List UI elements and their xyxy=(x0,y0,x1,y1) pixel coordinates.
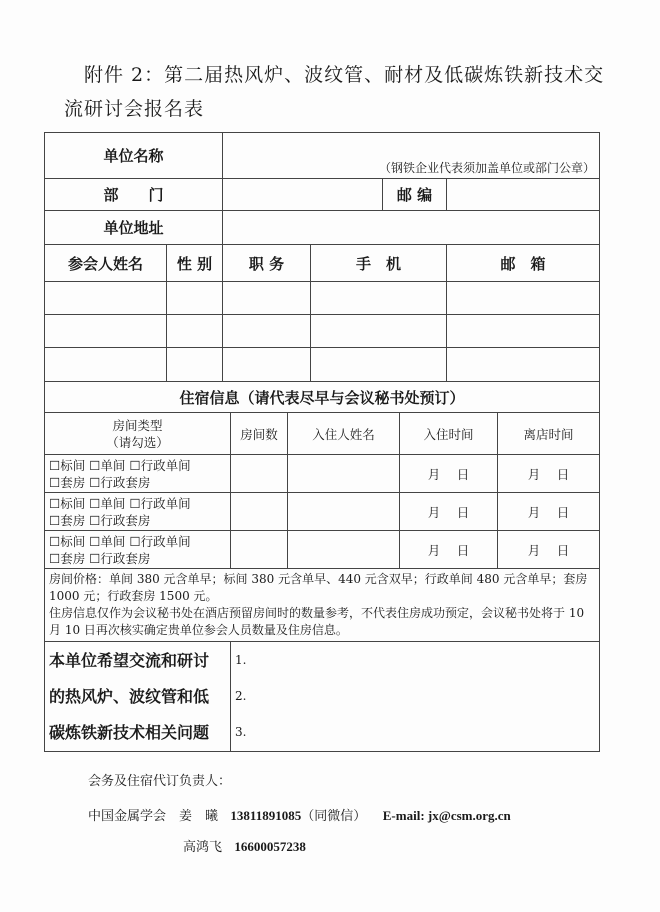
contact-name2: 高鸿飞 xyxy=(183,840,223,855)
header-phone: 手 机 xyxy=(311,245,447,282)
room-type-options[interactable]: ☐标间 ☐单间 ☐行政单间 ☐套房 ☐行政套房 xyxy=(45,455,231,493)
cell[interactable] xyxy=(447,315,600,348)
checkout-date[interactable]: 月 日 xyxy=(498,531,600,569)
cell[interactable] xyxy=(231,531,288,569)
attendee-row xyxy=(45,282,600,315)
checkin-date[interactable]: 月 日 xyxy=(400,531,498,569)
address-field[interactable] xyxy=(223,211,600,245)
contact-phone2: 16600057238 xyxy=(234,839,306,854)
info-note: 住房信息仅作为会议秘书处在酒店预留房间时的数量参考，不代表住房成功预定，会议秘书处将于 10 月 10 日再次核实确定贵单位参会人员数量及住房信息。 xyxy=(49,606,585,637)
cell[interactable] xyxy=(45,315,167,348)
checkout-header: 离店时间 xyxy=(498,413,600,455)
doc-title-line2: 流研讨会报名表 xyxy=(64,98,205,120)
cell[interactable] xyxy=(288,455,400,493)
topics-label: 本单位希望交流和研讨 的热风炉、波纹管和低 碳炼铁新技术相关问题 xyxy=(45,642,231,752)
header-email: 邮 箱 xyxy=(447,245,600,282)
wechat-note: （同微信） xyxy=(301,809,367,824)
cell[interactable] xyxy=(167,315,223,348)
checkin-date[interactable]: 月 日 xyxy=(400,455,498,493)
cell[interactable] xyxy=(288,531,400,569)
topics-field[interactable]: 1. 2. 3. xyxy=(231,642,600,752)
cell[interactable] xyxy=(311,282,447,315)
cell[interactable] xyxy=(231,455,288,493)
hotel-row xyxy=(45,455,600,493)
rooms-header: 房间数 xyxy=(231,413,288,455)
cell[interactable] xyxy=(167,282,223,315)
postcode-field[interactable] xyxy=(447,179,600,211)
cell[interactable] xyxy=(167,348,223,382)
cell[interactable] xyxy=(231,493,288,531)
cell[interactable] xyxy=(223,315,311,348)
dept-label: 部 门 xyxy=(45,179,223,211)
checkin-header: 入住时间 xyxy=(400,413,498,455)
guest-header: 入住人姓名 xyxy=(288,413,400,455)
header-gender: 性 别 xyxy=(167,245,223,282)
attendee-row xyxy=(45,348,600,382)
postcode-label: 邮 编 xyxy=(383,179,447,211)
unit-name-field[interactable]: （钢铁企业代表须加盖单位或部门公章） xyxy=(223,133,600,179)
hotel-table xyxy=(44,412,600,752)
contact-label: 会务及住宿代订负责人： xyxy=(88,774,232,789)
contact-email: E-mail: jx@csm.org.cn xyxy=(382,808,511,823)
registration-table xyxy=(44,132,600,413)
address-label: 单位地址 xyxy=(45,211,223,245)
checkout-date[interactable]: 月 日 xyxy=(498,455,600,493)
cell[interactable] xyxy=(311,315,447,348)
hotel-row xyxy=(45,531,600,569)
attendee-row xyxy=(45,315,600,348)
room-type-header: 房间类型 xyxy=(112,417,163,433)
price-note: 房间价格：单间 380 元含单早；标间 380 元含单早、440 元含双早；行政单间 480 元含单早；套房 1000 元；行政套房 1500 元。 xyxy=(49,572,588,603)
contact-org: 中国金属学会 姜 曦 xyxy=(88,809,219,824)
dept-field[interactable] xyxy=(223,179,383,211)
room-type-options[interactable]: ☐标间 ☐单间 ☐行政单间 ☐套房 ☐行政套房 xyxy=(45,493,231,531)
hotel-row xyxy=(45,493,600,531)
header-name: 参会人姓名 xyxy=(45,245,167,282)
unit-name-label: 单位名称 xyxy=(45,133,223,179)
cell[interactable] xyxy=(311,348,447,382)
header-position: 职 务 xyxy=(223,245,311,282)
cell[interactable] xyxy=(447,282,600,315)
cell[interactable] xyxy=(288,493,400,531)
checkin-date[interactable]: 月 日 xyxy=(400,493,498,531)
hotel-title: 住宿信息（请代表尽早与会议秘书处预订） xyxy=(45,382,600,413)
cell[interactable] xyxy=(223,348,311,382)
contact-phone1: 13811891085 xyxy=(230,808,302,823)
cell[interactable] xyxy=(223,282,311,315)
cell[interactable] xyxy=(45,348,167,382)
cell[interactable] xyxy=(447,348,600,382)
room-type-options[interactable]: ☐标间 ☐单间 ☐行政单间 ☐套房 ☐行政套房 xyxy=(45,531,231,569)
checkout-date[interactable]: 月 日 xyxy=(498,493,600,531)
doc-title-line1: 附件 2：第二届热风炉、波纹管、耐材及低碳炼铁新技术交 xyxy=(84,64,605,86)
cell[interactable] xyxy=(45,282,167,315)
room-type-hint: （请勾选） xyxy=(106,434,169,450)
